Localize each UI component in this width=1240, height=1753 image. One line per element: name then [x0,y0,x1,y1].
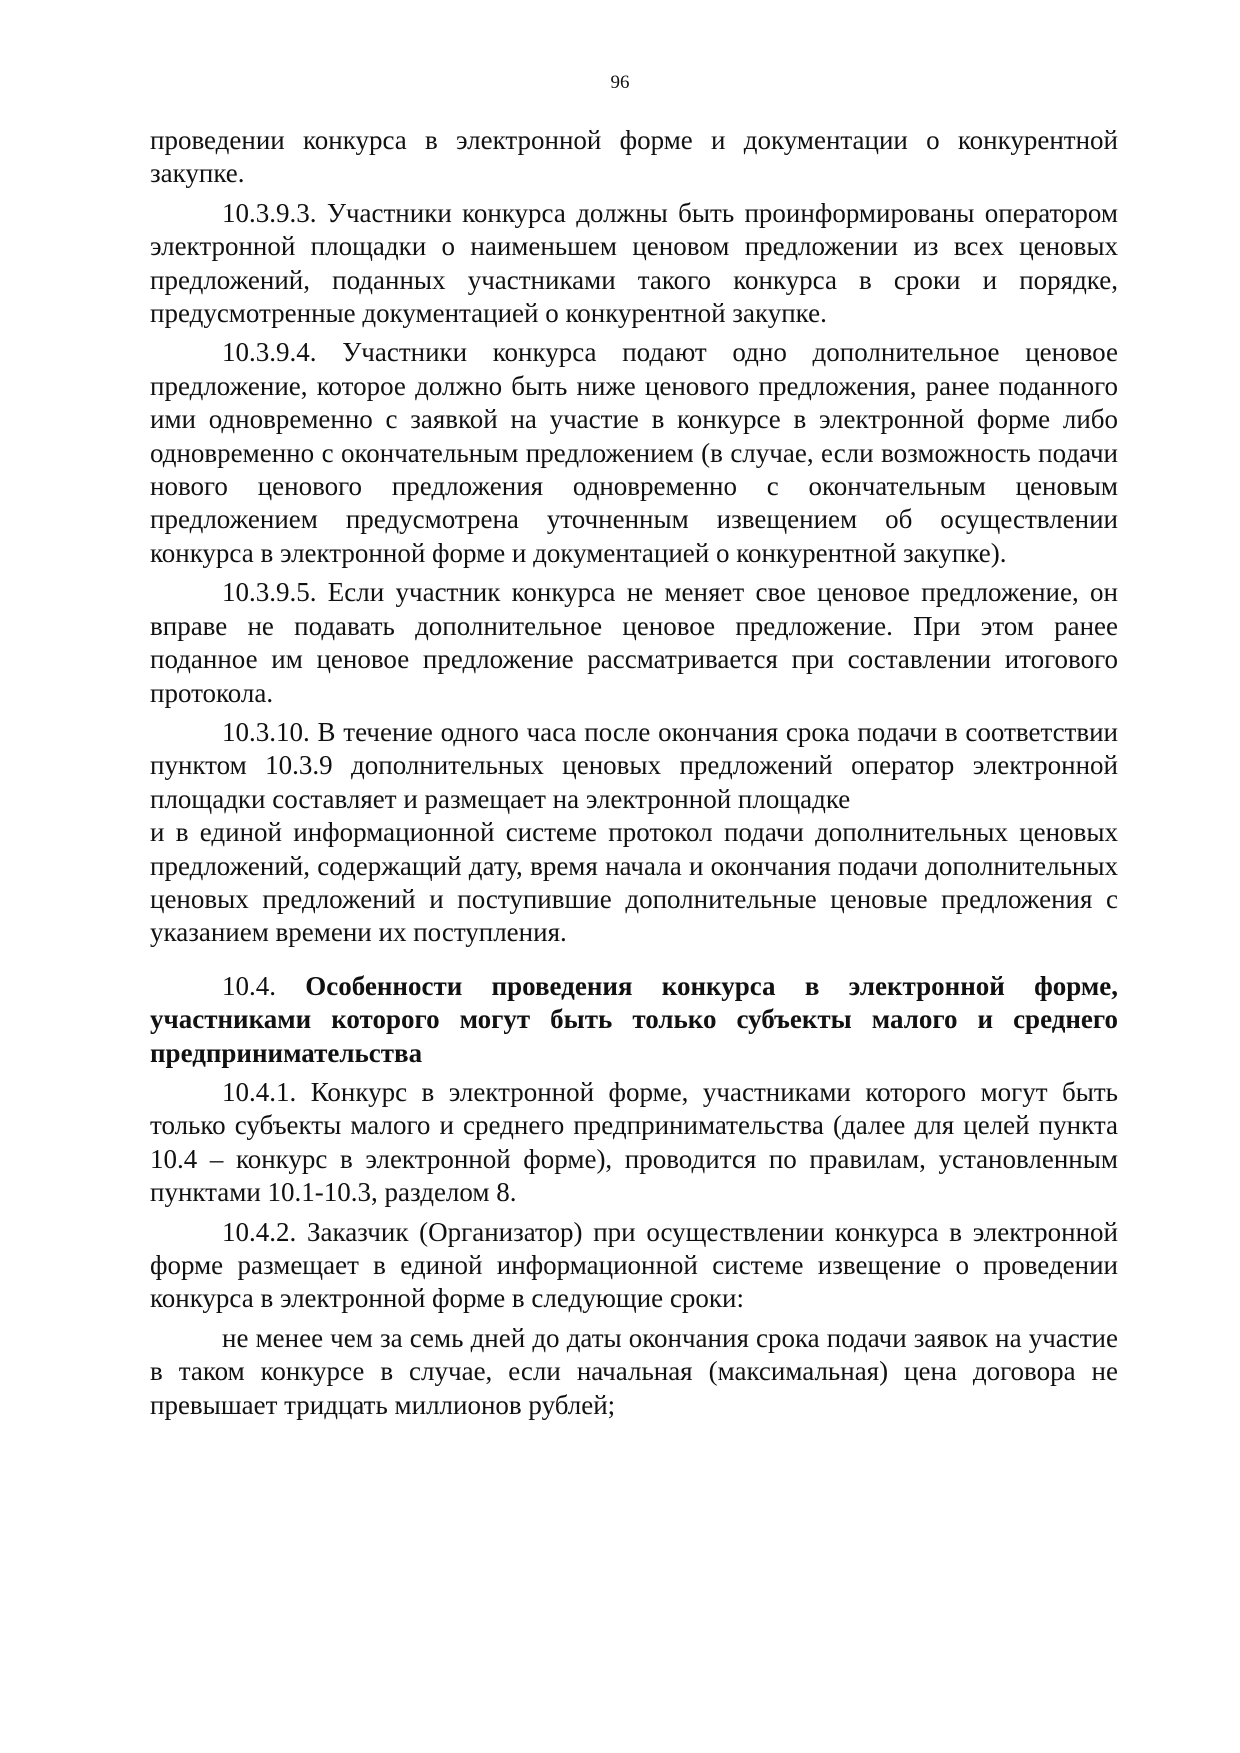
paragraph-10-3-9-5: 10.3.9.5. Если участник конкурса не меняет свое ценовое предложение, он вправе не подавать дополнительное ценовое предложение. При этом ранее поданное им ценовое предложение рассматривается при составлении итогового протокола. [150,577,1118,708]
paragraph-10-3-9-3: 10.3.9.3. Участники конкурса должны быть проинформированы оператором электронной площадки о наименьшем ценовом предложении из всех ценовых предложений, поданных участниками такого конкурса в сроки и порядке, предусмотренные документацией о конкурентной закупке. [150,197,1118,329]
paragraph-deadline-item: не менее чем за семь дней до даты окончания срока подачи заявок на участие в таком конкурсе в случае, если начальная (максимальная) цена договора не превышает тридцать миллионов рублей; [150,1322,1118,1420]
paragraph-10-3-10: 10.3.10. В течение одного часа после окончания срока подачи в соответствии пунктом 10.3.9 дополнительных ценовых предложений оператор электронной площадки составляет и размещает на электронной площадке [150,716,1118,814]
paragraph-10-3-9-4: 10.3.9.4. Участники конкурса подают одно дополнительное ценовое предложение, которое должно быть ниже ценового предложения, ранее поданного ими одновременно с заявкой на участие в конкурсе в электронной форме либо одновременно с окончательным предложением (в случае, если возможность подачи нового ценового предложения одновременно с окончательным ценовым предложением предусмотрена уточненным извещением об осуществлении конкурса в электронной форме и документацией о конкурентной закупке). [150,337,1118,568]
paragraph-10-4-1: 10.4.1. Конкурс в электронной форме, участниками которого могут быть только субъекты малого и среднего предпринимательства (далее для целей пункта 10.4 – конкурс в электронной форме), проводится по правилам, установленным пунктами 10.1-10.3, разделом 8. [150,1076,1118,1208]
paragraph-continuation: проведении конкурса в электронной форме и документации о конкурентной закупке. [150,125,1118,189]
document-body [150,124,1118,1422]
page-number: 96 [610,72,630,93]
paragraph-10-3-10-continued: и в единой информационной системе протокол подачи дополнительных ценовых предложений, содержащий дату, время начала и окончания подачи дополнительных ценовых предложений и поступившие дополнительные ценовые предложения с указанием времени их поступления. [150,817,1118,948]
section-heading-10-4 [150,970,1118,1070]
paragraph-10-4-2: 10.4.2. Заказчик (Организатор) при осуществлении конкурса в электронной форме размещает в единой информационной системе извещение о проведении конкурса в электронной форме в следующие сроки: [150,1216,1118,1314]
section-title: Особенности проведения конкурса в электронной форме, участниками которого могут быть только субъекты малого и среднего предпринимательства [150,970,1118,1068]
section-number: 10.4. [222,970,276,1001]
